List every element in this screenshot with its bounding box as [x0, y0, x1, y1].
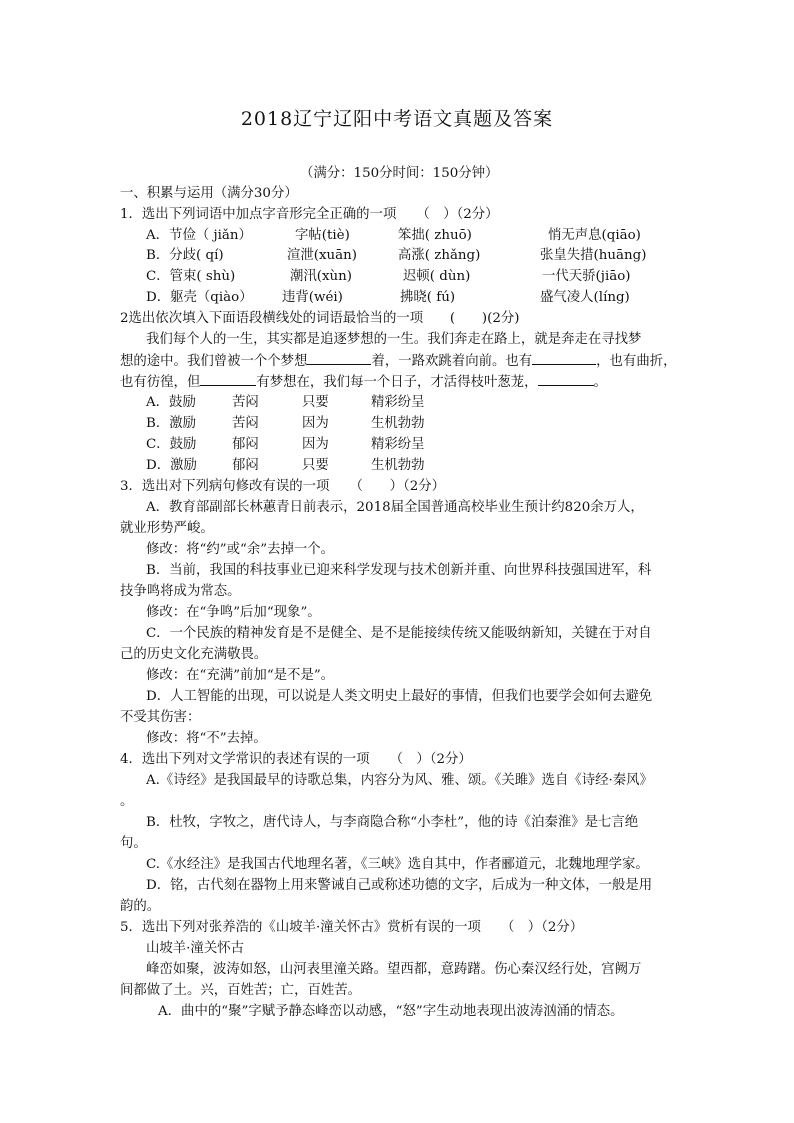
fill-blank — [307, 352, 371, 365]
q2-stem: 2选出依次填入下面语段横线处的词语最恰当的一项 ( )(2分) — [120, 311, 520, 326]
q2-option-row — [0, 415, 794, 433]
q3-option-a-cont: 就业形势严峻。 — [120, 521, 214, 536]
q1-cell: 迟顿( dùn) — [403, 269, 471, 284]
q3-option-d: D．人工智能的出现，可以说是人类文明史上最好的事情，但我们也要学会如何去避免 — [146, 689, 653, 704]
q3-revision-a: 修改：将“约”或“余”去掉一个。 — [146, 542, 335, 557]
q2-cell: 生机勃勃 — [371, 416, 425, 431]
q2-cell: 精彩纷呈 — [371, 395, 425, 410]
q2-passage-line: 我们每个人的一生，其实都是追逐梦想的一生。我们奔走在路上，就是奔走在寻找梦 — [146, 332, 642, 347]
q2-passage-line — [120, 352, 677, 371]
q4-option-d: D．铭，古代刻在器物上用来警诫自己或称述功德的文字，后成为一种文体，一般是用 — [146, 878, 653, 893]
q1-cell: 违背(wéi) — [282, 290, 343, 305]
q4-option-a-cont: 。 — [120, 794, 134, 809]
page-title: 2018辽宁辽阳中考语文真题及答案 — [240, 108, 554, 130]
q3-option-c-cont: 己的历史文化充满敬畏。 — [120, 647, 268, 662]
q2-text: 有梦想在，我们每一个日子，才活得枝叶葱茏， — [256, 375, 538, 390]
q3-option-d-cont: 不受其伤害： — [120, 710, 201, 725]
q4-option-a: A.《诗经》是我国最早的诗歌总集，内容分为风、雅、颂。《关雎》选自《诗经·秦风》 — [146, 773, 653, 788]
q5-poem-line: 间都做了土。兴，百姓苦；亡，百姓苦。 — [120, 983, 362, 998]
q3-revision-c: 修改：在“充满”前加“是不是”。 — [146, 668, 335, 683]
q2-text: 着，一路欢跳着向前。也有 — [371, 354, 533, 369]
q3-option-b: B．当前，我国的科技事业已迎来科学发现与技术创新并重、向世界科技强国进军，科 — [146, 563, 652, 578]
q1-option-row — [0, 268, 794, 286]
q4-option-d-cont: 韵的。 — [120, 899, 161, 914]
q2-cell: 只要 — [302, 458, 329, 473]
q5-poem-title: 山坡羊·潼关怀古 — [146, 941, 244, 956]
q5-stem: 5．选出下列对张养浩的《山坡羊·潼关怀古》赏析有误的一项 （ ）（2分） — [120, 920, 584, 935]
q1-cell: 笨拙( zhuō) — [398, 228, 472, 243]
q4-stem: 4．选出下列对文学常识的表述有误的一项 （ ）（2分） — [120, 752, 472, 767]
fill-blank — [532, 352, 596, 365]
q5-option-a: A．曲中的“聚”字赋予静态峰峦以动感，“怒”字生动地表现出波涛汹涌的情态。 — [158, 1004, 624, 1019]
q2-option-row — [0, 436, 794, 454]
q2-option-row — [0, 394, 794, 412]
q1-cell: B．分歧( qí) — [146, 248, 224, 263]
q2-option-row — [0, 457, 794, 475]
q2-text: 。 — [593, 375, 607, 390]
q2-cell: 只要 — [302, 395, 329, 410]
q2-cell: 郁闷 — [232, 458, 259, 473]
q2-cell: 因为 — [302, 437, 329, 452]
q1-option-row — [0, 227, 794, 245]
q1-option-row — [0, 289, 794, 307]
q1-cell: A．节俭（ jiǎn） — [146, 228, 252, 243]
fill-blank — [200, 373, 256, 386]
q2-cell: C．鼓励 — [146, 437, 197, 452]
q1-cell: 拂晓( fú) — [400, 290, 456, 305]
q2-cell: A．鼓励 — [146, 395, 196, 410]
fill-blank — [538, 373, 594, 386]
q1-cell: C．管束( shù) — [146, 269, 236, 284]
q1-cell: 悄无声息(qiāo) — [548, 228, 641, 243]
q1-cell: 高涨( zhǎng) — [398, 248, 481, 263]
exam-meta: （满分：150分时间：150分钟） — [300, 166, 499, 181]
q1-cell: 张皇失措(huāng) — [540, 248, 647, 263]
q4-option-c: C.《水经注》是我国古代地理名著，《三峡》选自其中，作者郦道元，北魏地理学家。 — [146, 857, 649, 872]
q2-cell: B．激励 — [146, 416, 197, 431]
q1-cell: 字帖(tiè) — [295, 228, 350, 243]
q3-revision-d: 修改：将“不”去掉。 — [146, 731, 267, 746]
q3-option-b-cont: 技争鸣将成为常态。 — [120, 584, 241, 599]
q1-cell: 盛气凌人(líng) — [540, 290, 630, 305]
q3-stem: 3．选出对下列病句修改有误的一项 （ ）（2分） — [120, 479, 446, 494]
q2-passage-line — [120, 373, 607, 392]
q2-cell: D．激励 — [146, 458, 197, 473]
q1-stem: 1．选出下列词语中加点字音形完全正确的一项 （ ）（2分） — [120, 207, 499, 222]
q4-option-b: B．杜牧，字牧之，唐代诗人，与李商隐合称“小李杜”，他的诗《泊秦淮》是七言绝 — [146, 815, 639, 830]
q4-option-b-cont: 句。 — [120, 836, 147, 851]
q2-cell: 郁闷 — [232, 437, 259, 452]
q5-poem-line: 峰峦如聚，波涛如怒，山河表里潼关路。望西都，意踌躇。伤心秦汉经行处，宫阙万 — [146, 962, 642, 977]
q2-cell: 生机勃勃 — [371, 458, 425, 473]
q2-text: ，也有曲折， — [596, 354, 677, 369]
q3-revision-b: 修改：在“争鸣”后加“现象”。 — [146, 605, 321, 620]
q2-cell: 精彩纷呈 — [371, 437, 425, 452]
q2-text: 想的途中。我们曾被一个个梦想 — [120, 354, 308, 369]
q2-text: 也有彷徨，但 — [120, 375, 201, 390]
q2-cell: 苦闷 — [232, 416, 259, 431]
q1-cell: D．躯壳（qiào） — [146, 290, 253, 305]
q3-option-c: C．一个民族的精神发育是不是健全、是不是能接续传统又能吸纳新知，关键在于对自 — [146, 626, 652, 641]
q1-cell: 一代天骄(jiāo) — [542, 269, 631, 284]
q3-option-a: A．教育部副部长林蕙青日前表示，2018届全国普通高校毕业生预计约820余万人， — [146, 500, 644, 515]
section-heading: 一、积累与运用（满分30分） — [120, 186, 298, 201]
q1-cell: 渲泄(xuān) — [287, 248, 358, 263]
q2-cell: 苦闷 — [232, 395, 259, 410]
q1-cell: 潮汛(xùn) — [290, 269, 353, 284]
q1-option-row — [0, 247, 794, 265]
q2-cell: 因为 — [302, 416, 329, 431]
